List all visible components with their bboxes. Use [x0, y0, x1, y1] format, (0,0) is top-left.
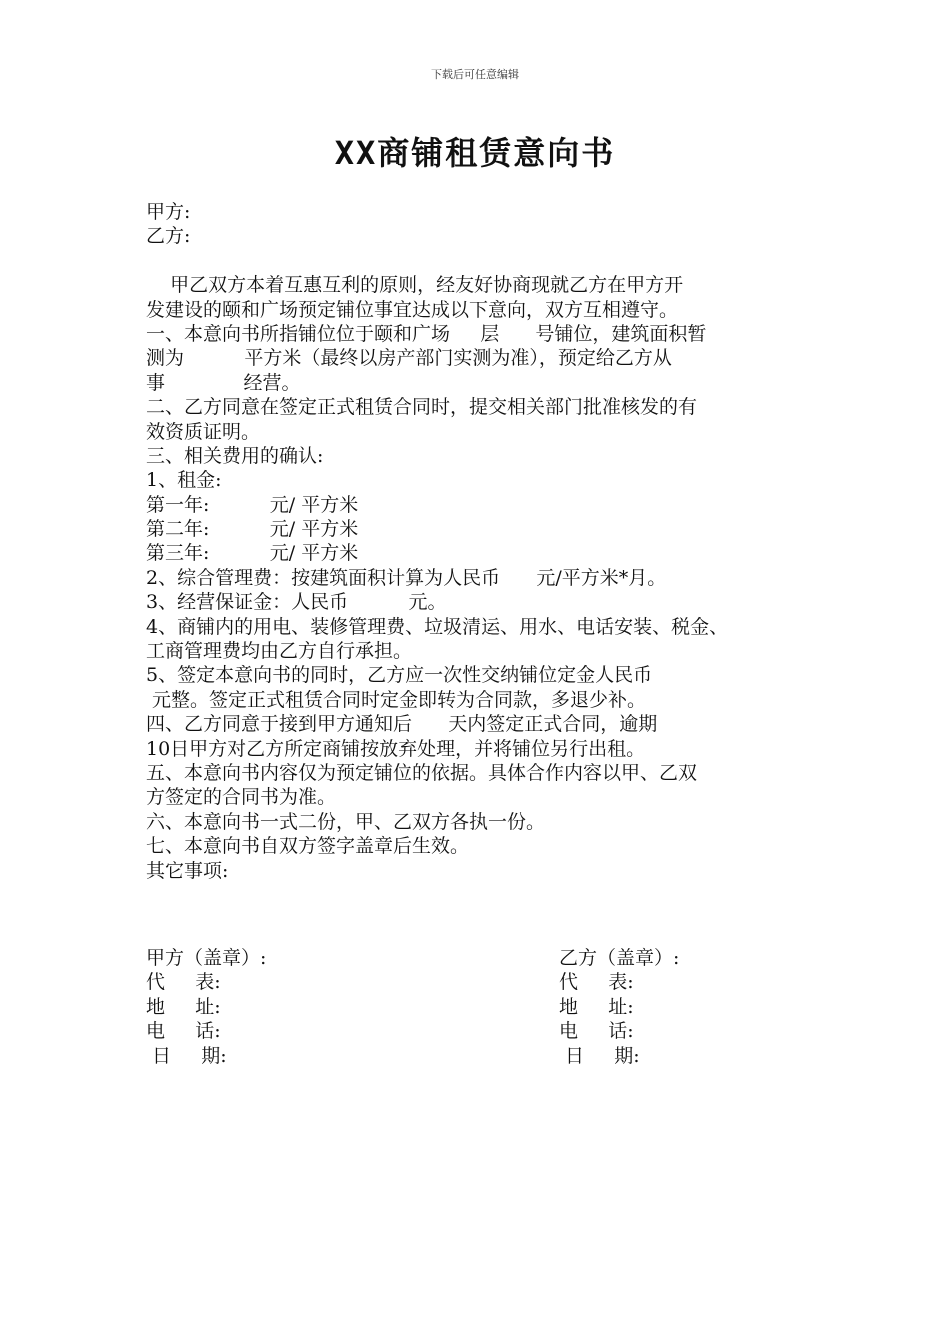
party-a-representative: 代 表:	[146, 971, 221, 994]
clause-2-line-1: 二、乙方同意在签定正式租赁合同时，提交相关部门批准核发的有	[146, 396, 698, 419]
party-b-address: 地 址:	[559, 995, 634, 1018]
party-a-address: 地 址:	[146, 995, 221, 1018]
party-a-phone: 电 话:	[146, 1020, 221, 1043]
clause-1-line-3: 事 经营。	[146, 371, 301, 394]
clause-6: 六、本意向书一式二份，甲、乙双方各执一份。	[146, 810, 546, 833]
clause-1-line-1: 一、本意向书所指铺位位于颐和广场 层 号铺位，建筑面积暂	[146, 322, 707, 345]
rent-year-3: 第三年: 元/ 平方米	[146, 542, 359, 565]
spacer	[146, 249, 826, 273]
clause-4-line-1: 四、乙方同意于接到甲方通知后 天内签定正式合同，逾期	[146, 713, 658, 736]
clause-1-line-2: 测为 平方米（最终以房产部门实测为准），预定给乙方从	[146, 347, 672, 370]
party-b-date: 日 期:	[559, 1044, 640, 1067]
clause-2-line-2: 效资质证明。	[146, 420, 261, 443]
party-a-date: 日 期:	[146, 1044, 227, 1067]
clause-3-deposit: 3、经营保证金：人民币 元。	[146, 591, 447, 614]
party-b-line: 乙方:	[146, 225, 191, 248]
party-b-representative: 代 表:	[559, 971, 634, 994]
signature-block-party-a	[146, 946, 476, 1068]
clause-3-management-fee: 2、综合管理费：按建筑面积计算为人民币 元/平方米*月。	[146, 566, 667, 589]
clause-3-heading: 三、相关费用的确认:	[146, 444, 324, 467]
clause-3-4-line-1: 4、商铺内的用电、装修管理费、垃圾清运、用水、电话安装、税金、	[146, 615, 729, 638]
rent-year-1: 第一年: 元/ 平方米	[146, 493, 359, 516]
clause-3-5-line-1: 5、签定本意向书的同时，乙方应一次性交纳铺位定金人民币	[146, 664, 653, 687]
preamble-line-2: 发建设的颐和广场预定铺位事宜达成以下意向，双方互相遵守。	[146, 298, 679, 321]
clause-5-line-2: 方签定的合同书为准。	[146, 786, 337, 809]
clause-5-line-1: 五、本意向书内容仅为预定铺位的依据。具体合作内容以甲、乙双	[146, 761, 698, 784]
signature-block-party-b	[559, 946, 889, 1068]
other-matters: 其它事项:	[146, 859, 229, 882]
clause-7: 七、本意向书自双方签字盖章后生效。	[146, 835, 470, 858]
party-b-phone: 电 话:	[559, 1020, 634, 1043]
clause-3-4-line-2: 工商管理费均由乙方自行承担。	[146, 640, 413, 663]
header-note: 下载后可任意编辑	[431, 68, 519, 81]
preamble-line-1: 甲乙双方本着互惠互利的原则，经友好协商现就乙方在甲方开	[146, 274, 684, 297]
document-body	[146, 200, 826, 883]
party-a-line: 甲方:	[146, 201, 191, 223]
party-a-seal: 甲方（盖章）:	[146, 947, 267, 969]
document-title: XX商铺租赁意向书	[334, 134, 616, 172]
clause-3-5-line-2: 元整。签定正式租赁合同时定金即转为合同款，多退少补。	[146, 688, 647, 711]
rent-year-2: 第二年: 元/ 平方米	[146, 518, 359, 541]
party-b-seal: 乙方（盖章）:	[559, 947, 680, 969]
clause-3-rent: 1、租金:	[146, 469, 222, 492]
clause-4-line-2: 10日甲方对乙方所定商铺按放弃处理，并将铺位另行出租。	[146, 737, 646, 760]
